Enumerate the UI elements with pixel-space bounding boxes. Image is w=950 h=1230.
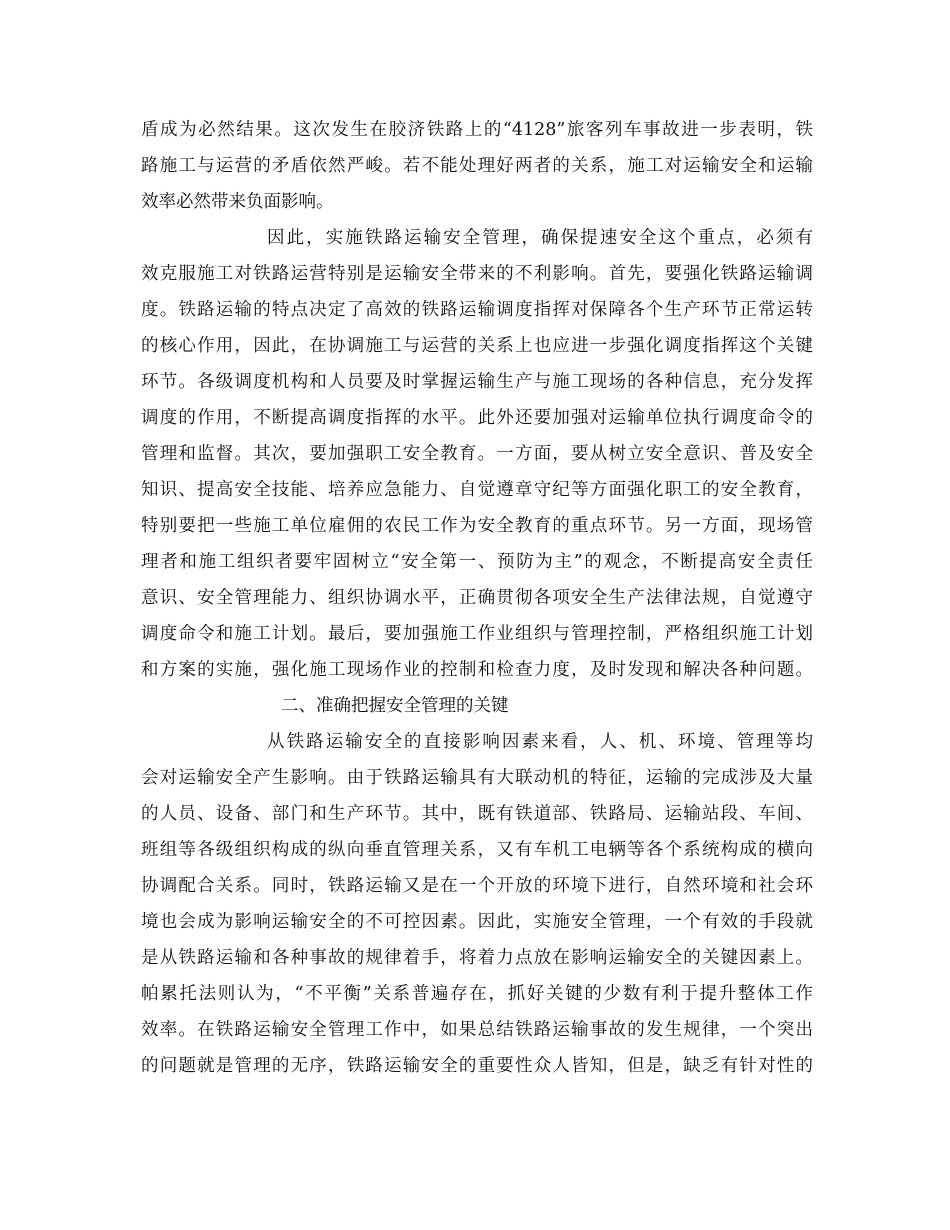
text-line: 盾成为必然结果。这次发生在胶济铁路上的“4128”旅客列车事故进一步表明，铁 xyxy=(141,120,813,140)
text-line: 的核心作用，因此，在协调施工与运营的关系上也应进一步强化调度指挥这个关键 xyxy=(141,336,813,356)
text-line: 意识、安全管理能力、组织协调水平，正确贯彻各项安全生产法律法规，自觉遵守 xyxy=(141,588,813,608)
text-line: 的问题就是管理的无序，铁路运输安全的重要性众人皆知，但是，缺乏有针对性的 xyxy=(141,1056,813,1076)
text-line: 调度的作用，不断提高调度指挥的水平。此外还要加强对运输单位执行调度命令的 xyxy=(141,408,813,428)
text-line: 特别要把一些施工单位雇佣的农民工作为安全教育的重点环节。另一方面，现场管 xyxy=(141,516,813,536)
text-line: 效率必然带来负面影响。 xyxy=(141,192,334,212)
section-heading: 二、准确把握安全管理的关键 xyxy=(281,696,509,716)
text-line: 度。铁路运输的特点决定了高效的铁路运输调度指挥对保障各个生产环节正常运转 xyxy=(141,300,813,320)
paragraph-first-line: 因此，实施铁路运输安全管理，确保提速安全这个重点，必须有 xyxy=(267,228,813,248)
text-line: 帕累托法则认为，“不平衡”关系普遍存在，抓好关键的少数有利于提升整体工作 xyxy=(141,984,813,1004)
text-line: 调度命令和施工计划。最后，要加强施工作业组织与管理控制，严格组织施工计划 xyxy=(141,624,813,644)
text-line: 是从铁路运输和各种事故的规律着手，将着力点放在影响运输安全的关键因素上。 xyxy=(141,948,813,968)
text-line: 协调配合关系。同时，铁路运输又是在一个开放的环境下进行，自然环境和社会环 xyxy=(141,876,813,896)
text-line: 路施工与运营的矛盾依然严峻。若不能处理好两者的关系，施工对运输安全和运输 xyxy=(141,156,813,176)
paragraph-first-line: 从铁路运输安全的直接影响因素来看，人、机、环境、管理等均 xyxy=(267,732,813,752)
text-line: 知识、提高安全技能、培养应急能力、自觉遵章守纪等方面强化职工的安全教育， xyxy=(141,480,813,500)
text-line: 和方案的实施，强化施工现场作业的控制和检查力度，及时发现和解决各种问题。 xyxy=(141,660,813,680)
text-line: 管理和监督。其次，要加强职工安全教育。一方面，要从树立安全意识、普及安全 xyxy=(141,444,813,464)
text-line: 效率。在铁路运输安全管理工作中，如果总结铁路运输事故的发生规律，一个突出 xyxy=(141,1020,813,1040)
text-line: 境也会成为影响运输安全的不可控因素。因此，实施安全管理，一个有效的手段就 xyxy=(141,912,813,932)
text-line: 效克服施工对铁路运营特别是运输安全带来的不利影响。首先，要强化铁路运输调 xyxy=(141,264,813,284)
text-line: 理者和施工组织者要牢固树立“安全第一、预防为主”的观念，不断提高安全责任 xyxy=(141,552,813,572)
text-line: 会对运输安全产生影响。由于铁路运输具有大联动机的特征，运输的完成涉及大量 xyxy=(141,768,813,788)
text-line: 的人员、设备、部门和生产环节。其中，既有铁道部、铁路局、运输站段、车间、 xyxy=(141,804,813,824)
text-line: 班组等各级组织构成的纵向垂直管理关系，又有车机工电辆等各个系统构成的横向 xyxy=(141,840,813,860)
text-line: 环节。各级调度机构和人员要及时掌握运输生产与施工现场的各种信息，充分发挥 xyxy=(141,372,813,392)
